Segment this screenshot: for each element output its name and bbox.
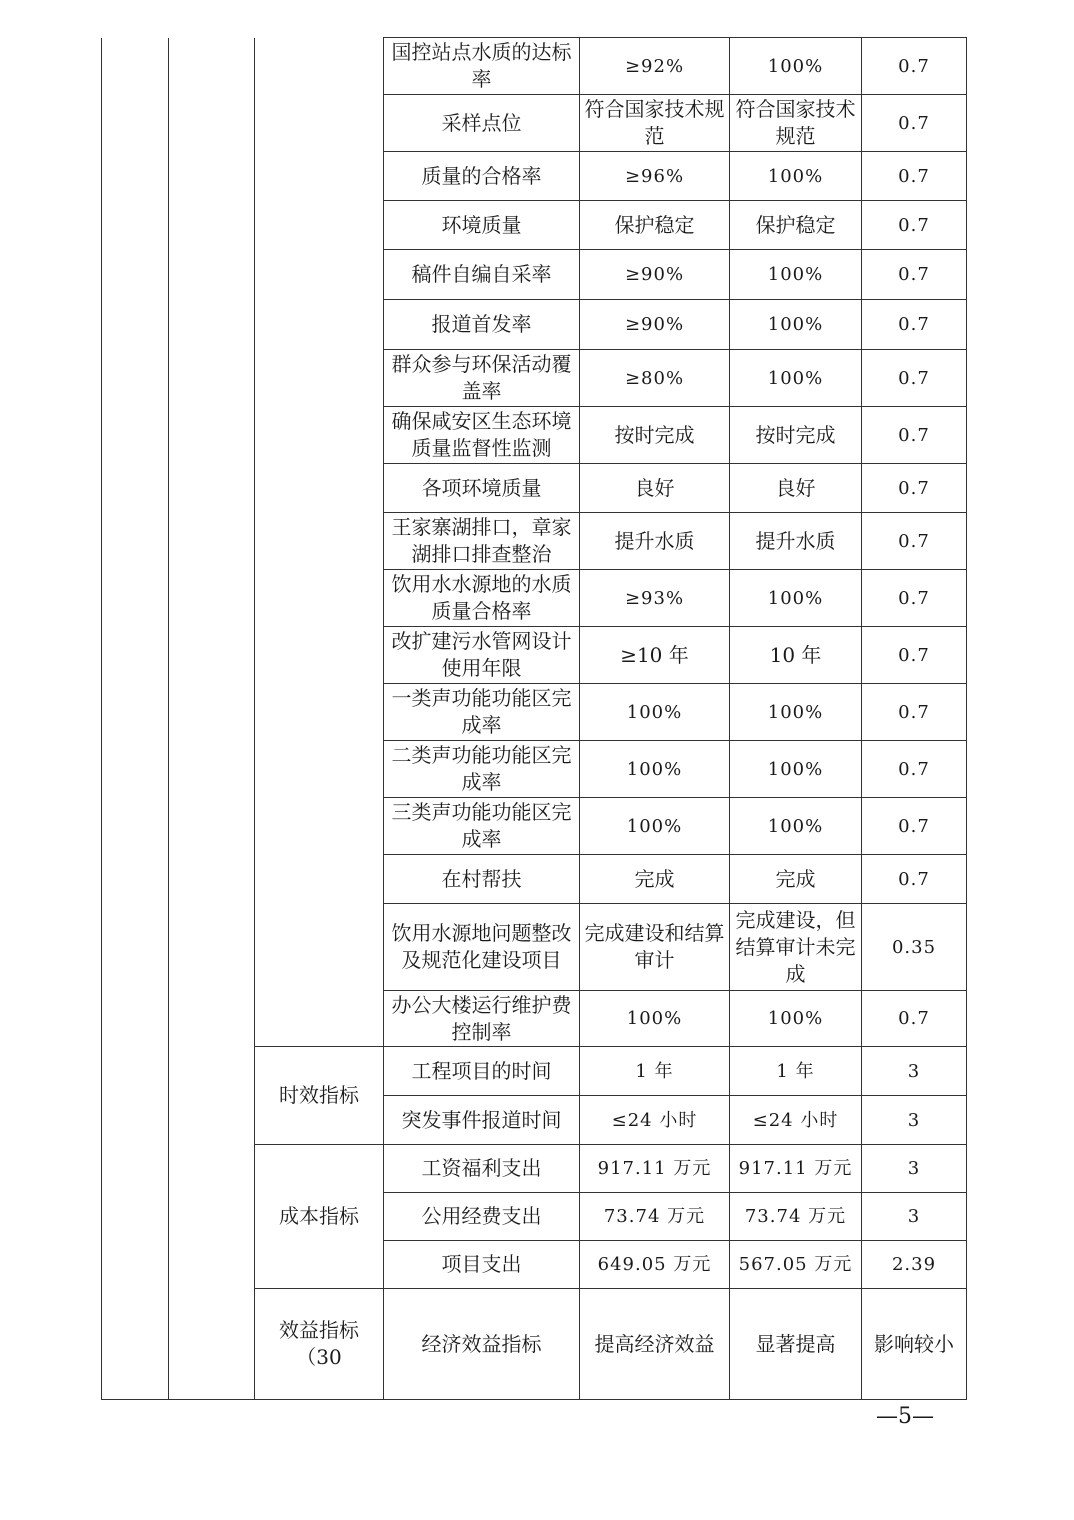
indicator-name: 一类声功能功能区完成率 xyxy=(384,684,580,741)
actual-value: 100% xyxy=(730,250,862,300)
timeliness-indicator-label: 时效指标 xyxy=(255,1047,384,1145)
actual-value: 良好 xyxy=(730,464,862,513)
second-level-indicator-cell xyxy=(169,38,255,1400)
actual-value: 567.05 万元 xyxy=(730,1241,862,1289)
score-value: 0.7 xyxy=(862,95,967,152)
score-value: 0.7 xyxy=(862,300,967,350)
actual-value: 73.74 万元 xyxy=(730,1193,862,1241)
score-value: 0.7 xyxy=(862,407,967,464)
target-value: ≥92% xyxy=(580,38,730,95)
indicator-name: 项目支出 xyxy=(384,1241,580,1289)
indicator-name: 王家寨湖排口，章家湖排口排查整治 xyxy=(384,513,580,570)
indicator-name: 饮用水源地问题整改及规范化建设项目 xyxy=(384,904,580,991)
indicator-name: 二类声功能功能区完成率 xyxy=(384,741,580,798)
target-value: 提升水质 xyxy=(580,513,730,570)
actual-value: 100% xyxy=(730,350,862,407)
indicator-name: 提高经济效益 xyxy=(580,1289,730,1400)
target-value: ≥90% xyxy=(580,300,730,350)
target-value: 100% xyxy=(580,741,730,798)
actual-value: 100% xyxy=(730,570,862,627)
actual-value: 100% xyxy=(730,38,862,95)
score-value: 0.7 xyxy=(862,798,967,855)
indicator-name: 报道首发率 xyxy=(384,300,580,350)
score-value: 0.7 xyxy=(862,152,967,201)
actual-value: 保护稳定 xyxy=(730,201,862,250)
score-value: 0.7 xyxy=(862,855,967,904)
score-value: 0.7 xyxy=(862,570,967,627)
actual-value: 10 年 xyxy=(730,627,862,684)
first-level-indicator-cell xyxy=(102,38,169,1400)
cost-indicator-label: 成本指标 xyxy=(255,1145,384,1289)
target-value: 符合国家技术规范 xyxy=(580,95,730,152)
score-value: 0.7 xyxy=(862,684,967,741)
table-row xyxy=(102,38,967,95)
economic-benefit-label: 经济效益指标 xyxy=(384,1289,580,1400)
target-value: 保护稳定 xyxy=(580,201,730,250)
indicator-name: 群众参与环保活动覆盖率 xyxy=(384,350,580,407)
actual-value: 影响较小 xyxy=(862,1289,967,1400)
indicator-name: 办公大楼运行维护费控制率 xyxy=(384,991,580,1047)
target-value: 1 年 xyxy=(580,1047,730,1096)
target-value: 917.11 万元 xyxy=(580,1145,730,1193)
actual-value: 100% xyxy=(730,991,862,1047)
target-value: ≥10 年 xyxy=(580,627,730,684)
score-value: 0.35 xyxy=(862,904,967,991)
score-value: 0.7 xyxy=(862,201,967,250)
score-value: 0.7 xyxy=(862,250,967,300)
score-value: 0.7 xyxy=(862,991,967,1047)
actual-value: ≤24 小时 xyxy=(730,1096,862,1145)
indicator-name: 在村帮扶 xyxy=(384,855,580,904)
score-value: 3 xyxy=(862,1193,967,1241)
target-value: 按时完成 xyxy=(580,407,730,464)
performance-indicator-table xyxy=(101,37,967,1400)
target-value: ≥80% xyxy=(580,350,730,407)
page-number: —5— xyxy=(876,1404,934,1429)
score-value: 3 xyxy=(862,1145,967,1193)
score-value: 2.39 xyxy=(862,1241,967,1289)
indicator-name: 各项环境质量 xyxy=(384,464,580,513)
score-value: 0.7 xyxy=(862,627,967,684)
actual-value: 100% xyxy=(730,741,862,798)
target-value: ≥96% xyxy=(580,152,730,201)
score-value: 3 xyxy=(862,1096,967,1145)
actual-value: 按时完成 xyxy=(730,407,862,464)
target-value: 649.05 万元 xyxy=(580,1241,730,1289)
target-value: 100% xyxy=(580,684,730,741)
actual-value: 100% xyxy=(730,798,862,855)
actual-value: 提升水质 xyxy=(730,513,862,570)
score-value: 0.7 xyxy=(862,38,967,95)
indicator-name: 采样点位 xyxy=(384,95,580,152)
score-value: 0.7 xyxy=(862,350,967,407)
indicator-name: 饮用水水源地的水质质量合格率 xyxy=(384,570,580,627)
target-value: ≥90% xyxy=(580,250,730,300)
target-value: 完成建设和结算审计 xyxy=(580,904,730,991)
target-value: 良好 xyxy=(580,464,730,513)
target-value: 完成 xyxy=(580,855,730,904)
indicator-name: 环境质量 xyxy=(384,201,580,250)
indicator-name: 改扩建污水管网设计使用年限 xyxy=(384,627,580,684)
actual-value: 100% xyxy=(730,684,862,741)
indicator-name: 工资福利支出 xyxy=(384,1145,580,1193)
indicator-name: 突发事件报道时间 xyxy=(384,1096,580,1145)
benefit-indicator-label: 效益指标（30 xyxy=(255,1289,384,1400)
indicator-name: 国控站点水质的达标率 xyxy=(384,38,580,95)
indicator-name: 质量的合格率 xyxy=(384,152,580,201)
score-value: 0.7 xyxy=(862,464,967,513)
actual-value: 917.11 万元 xyxy=(730,1145,862,1193)
score-value: 0.7 xyxy=(862,741,967,798)
score-value: 3 xyxy=(862,1047,967,1096)
indicator-name: 稿件自编自采率 xyxy=(384,250,580,300)
indicator-name: 公用经费支出 xyxy=(384,1193,580,1241)
target-value: 73.74 万元 xyxy=(580,1193,730,1241)
target-value: 100% xyxy=(580,991,730,1047)
target-value: 100% xyxy=(580,798,730,855)
score-value: 0.7 xyxy=(862,513,967,570)
actual-value: 符合国家技术规范 xyxy=(730,95,862,152)
actual-value: 100% xyxy=(730,152,862,201)
indicator-name: 三类声功能功能区完成率 xyxy=(384,798,580,855)
actual-value: 完成 xyxy=(730,855,862,904)
target-value: ≤24 小时 xyxy=(580,1096,730,1145)
indicator-name: 确保咸安区生态环境质量监督性监测 xyxy=(384,407,580,464)
actual-value: 完成建设，但结算审计未完成 xyxy=(730,904,862,991)
indicator-name: 工程项目的时间 xyxy=(384,1047,580,1096)
target-value: ≥93% xyxy=(580,570,730,627)
actual-value: 100% xyxy=(730,300,862,350)
actual-value: 1 年 xyxy=(730,1047,862,1096)
third-level-indicator-cell xyxy=(255,38,384,1047)
target-value: 显著提高 xyxy=(730,1289,862,1400)
